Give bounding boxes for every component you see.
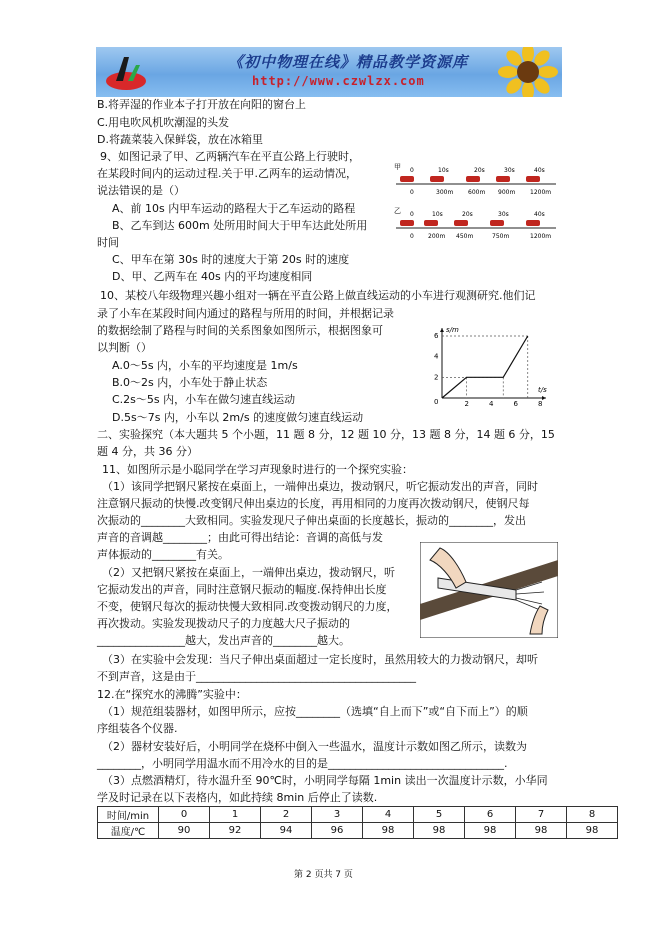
text-line: （2）器材安装好后，小明同学在烧杯中倒入一些温水，温度计示数如图乙所示，读数为 [102, 740, 527, 753]
row2-time: 10s [432, 211, 443, 218]
row1-dist: 1200m [530, 189, 552, 196]
temperature-header: 温度/℃ [98, 823, 159, 839]
x-axis-arrow-icon [542, 396, 546, 400]
text-line: 次振动的________大致相同。实验发现尺子伸出桌面的长度越长，振动的________，发出 [97, 514, 526, 527]
table-cell: 98 [363, 823, 414, 839]
row2-time: 40s [534, 211, 545, 218]
row1-dist: 600m [468, 189, 486, 196]
x-tick-label: 6 [513, 400, 518, 406]
text-line: ________，小明同学用温水而不用冷水的目的是________________________________. [97, 757, 508, 770]
text-line: 声音的音调越________；由此可得出结论：音调的高低与发 [97, 531, 383, 544]
car-icon [496, 176, 510, 182]
text-line: 再次拨动。实验发现拨动尺子的力度越大尺子振动的 [97, 617, 350, 630]
row1-label: 甲 [394, 163, 401, 171]
text-line: 时间 [97, 236, 119, 249]
text-line: （3）在实验中会发现：当尺子伸出桌面超过一定长度时，虽然用较大的力拨动钢尺，却听 [102, 653, 538, 666]
text-line: C.2s～5s 内，小车在做匀速直线运动 [112, 393, 296, 406]
banner-url: http://www.czwlzx.com [252, 74, 425, 88]
text-line: 不到声音，这是由于________________________________________ [97, 670, 416, 683]
row2-dist: 450m [456, 233, 474, 240]
table-cell: 2 [261, 807, 312, 823]
text-line: 说法错误的是（） [97, 184, 185, 197]
text-line: 序组装各个仪器. [97, 722, 178, 735]
row1-dist: 900m [498, 189, 516, 196]
text-line: 声体振动的________有关。 [97, 548, 229, 561]
text-line: B.将弄湿的作业本子打开放在向阳的窗台上 [97, 98, 307, 111]
text-line: ________________越大，发出声音的________越大。 [97, 634, 350, 647]
table-cell: 98 [465, 823, 516, 839]
text-line: C、甲车在第 30s 时的速度大于第 20s 时的速度 [112, 253, 350, 266]
distance-time-graph [420, 322, 552, 406]
car-icon [430, 176, 444, 182]
row2-time: 30s [498, 211, 509, 218]
table-cell: 92 [210, 823, 261, 839]
table-cell: 6 [465, 807, 516, 823]
text-line: 录了小车在某段时间内通过的路程与所用的时间，并根据记录 [97, 307, 394, 320]
y-axis-arrow-icon [440, 328, 444, 332]
y-axis-label: s/m [446, 326, 459, 334]
row1-time: 30s [504, 167, 515, 174]
time-header: 时间/min [98, 807, 159, 823]
sunflower-icon [494, 47, 562, 97]
y-tick-label: 6 [434, 332, 439, 340]
text-line: 二、实验探究（本大题共 5 个小题，11 题 8 分，12 题 10 分，13 题 8 分，14 题 6 分，15 [97, 428, 555, 441]
table-row [98, 823, 618, 839]
row2-time: 20s [462, 211, 473, 218]
text-line: 它振动发出的声音，同时注意钢尺振动的幅度.保持伸出长度 [97, 583, 387, 596]
row1-times [410, 167, 545, 174]
table-cell: 98 [414, 823, 465, 839]
car-motion-figure [392, 158, 562, 240]
car-icon [454, 220, 468, 226]
car-icon [526, 176, 540, 182]
table-cell: 0 [159, 807, 210, 823]
table-cell: 5 [414, 807, 465, 823]
table-cell: 96 [312, 823, 363, 839]
table-cell: 8 [567, 807, 618, 823]
table-cell: 98 [567, 823, 618, 839]
car-icon [490, 220, 504, 226]
table-cell: 98 [516, 823, 567, 839]
text-line: （2）又把钢尺紧按在桌面上，一端伸出桌边，拨动钢尺，听 [102, 566, 395, 579]
text-line: 11、如图所示是小聪同学在学习声现象时进行的一个探究实验： [102, 463, 413, 476]
text-line: D.5s～7s 内，小车以 2m/s 的速度做匀速直线运动 [112, 411, 364, 424]
row2-dist: 0 [410, 233, 414, 240]
header-banner [96, 47, 562, 97]
text-line: 不变，使钢尺每次的振动快慢大致相同.改变拨动钢尺的力度， [97, 600, 398, 613]
car-icon [400, 176, 414, 182]
text-line: （3）点燃酒精灯，待水温升至 90℃时，小明同学每隔 1min 读出一次温度计示数，小华同 [102, 774, 548, 787]
text-line: B、乙车到达 600m 处所用时间大于甲车达此处所用 [112, 219, 368, 232]
text-line: B.0～2s 内，小车处于静止状态 [112, 376, 268, 389]
table-cell: 1 [210, 807, 261, 823]
row1-time: 20s [474, 167, 485, 174]
row1-time: 0 [410, 167, 414, 174]
x-axis-label: t/s [538, 386, 547, 394]
text-line: C.用电吹风机吹潮湿的头发 [97, 116, 230, 129]
text-line: 以判断（） [97, 341, 152, 354]
text-line: D、甲、乙两车在 40s 内的平均速度相同 [112, 270, 313, 283]
car-icon [400, 220, 414, 226]
x-tick-label: 2 [464, 400, 469, 406]
distance-time-line [442, 336, 528, 398]
origin-label: 0 [434, 398, 439, 406]
x-tick-label: 8 [538, 400, 543, 406]
text-line: 12.在“探究水的沸腾”实验中： [97, 688, 247, 701]
row2-time: 0 [410, 211, 414, 218]
y-tick-label: 2 [434, 373, 439, 382]
table-cell: 3 [312, 807, 363, 823]
row1-dist: 300m [436, 189, 454, 196]
text-line: 9、如图记录了甲、乙两辆汽车在平直公路上行驶时， [100, 150, 360, 163]
car-icon [466, 176, 480, 182]
text-line: A.0～5s 内，小车的平均速度是 1m/s [112, 359, 298, 372]
y-tick-label: 4 [434, 352, 439, 361]
table-cell: 7 [516, 807, 567, 823]
table-cell: 4 [363, 807, 414, 823]
row2-dist: 200m [428, 233, 446, 240]
banner-title: 《初中物理在线》精品教学资源库 [228, 53, 469, 71]
table-cell: 90 [159, 823, 210, 839]
row1-time: 40s [534, 167, 545, 174]
logo-icon [102, 51, 150, 93]
text-line: 10、某校八年级物理兴趣小组对一辆在平直公路上做直线运动的小车进行观测研究.他们记 [100, 289, 536, 302]
ruler-experiment-illustration [420, 542, 558, 638]
car-icon [424, 220, 438, 226]
text-line: A、前 10s 内甲车运动的路程大于乙车运动的路程 [112, 202, 356, 215]
row1-time: 10s [438, 167, 449, 174]
row2-dist: 750m [492, 233, 510, 240]
text-line: D.将蔬菜装入保鲜袋，放在冰箱里 [97, 133, 263, 146]
x-tick-label: 4 [489, 400, 494, 406]
text-line: 注意钢尺振动的快慢.改变钢尺伸出桌边的长度，再用相同的力度再次拨动钢尺，使钢尺每 [97, 497, 530, 510]
row2-dist: 1200m [530, 233, 552, 240]
text-line: （1）规范组装器材，如图甲所示，应按________（选填“自上而下”或“自下而上”）的顺 [102, 705, 528, 718]
text-line: 题 4 分，共 36 分） [97, 445, 198, 458]
text-line: 的数据绘制了路程与时间的关系图象如图所示，根据图象可 [97, 324, 383, 337]
table-row [98, 807, 618, 823]
text-line: 在某段时间内的运动过程.关于甲.乙两车的运动情况， [97, 167, 357, 180]
car-icon [526, 220, 540, 226]
table-cell: 94 [261, 823, 312, 839]
row1-dist: 0 [410, 189, 414, 196]
text-line: （1）该同学把钢尺紧按在桌面上，一端伸出桌边，拨动钢尺，听它振动发出的声音，同时 [102, 480, 538, 493]
temperature-table [97, 806, 618, 839]
row2-label: 乙 [394, 207, 401, 215]
page-footer: 第 2 页共 7 页 [294, 870, 353, 880]
text-line: 学及时记录在以下表格内，如此持续 8min 后停止了读数. [97, 791, 378, 804]
